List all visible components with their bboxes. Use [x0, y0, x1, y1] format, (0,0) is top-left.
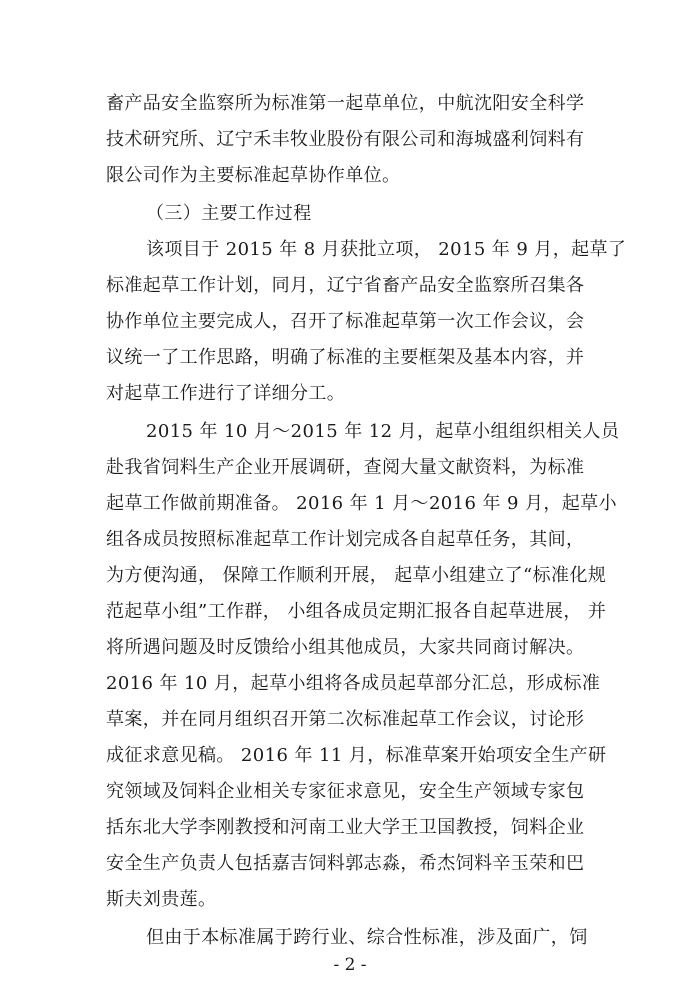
text-line: 对起草工作进行了详细分工。	[106, 383, 346, 404]
text-line: 畜产品安全监察所为标准第一起草单位，中航沈阳安全科学	[106, 93, 585, 114]
text-line: 限公司作为主要标准起草协作单位。	[106, 165, 401, 186]
text-line: 技术研究所、辽宁禾丰牧业股份有限公司和海城盛利饲料有	[106, 129, 585, 150]
text-line: 究领域及饲料企业相关专家征求意见，安全生产领域专家包	[106, 781, 585, 802]
text-line: 协作单位主要完成人，召开了标准起草第一次工作会议，会	[106, 311, 585, 332]
text-line: 成征求意见稿。 2016 年 11 月，标准草案开始项安全生产研	[106, 745, 607, 766]
text-line: 括东北大学李刚教授和河南工业大学王卫国教授，饲料企业	[106, 817, 585, 838]
text-line: 2015 年 10 月～2015 年 12 月，起草小组组织相关人员	[146, 421, 620, 442]
text-line: 为方便沟通， 保障工作顺利开展， 起草小组建立了“标准化规	[106, 565, 607, 586]
text-line: 斯夫刘贵莲。	[106, 889, 217, 910]
text-line: 组各成员按照标准起草工作计划完成各自起草任务，其间，	[106, 529, 585, 550]
text-line: 草案，并在同月组织召开第二次标准起草工作会议，讨论形	[106, 709, 585, 730]
text-line: 起草工作做前期准备。 2016 年 1 月～2016 年 9 月，起草小	[106, 493, 617, 514]
page-number: - 2 -	[333, 955, 367, 975]
text-line: 该项目于 2015 年 8 月获批立项， 2015 年 9 月，起草了	[146, 239, 627, 260]
text-line: 将所遇问题及时反馈给小组其他成员，大家共同商讨解决。	[106, 637, 585, 658]
text-line: 但由于本标准属于跨行业、综合性标准，涉及面广，饲	[146, 927, 588, 948]
text-line: 赴我省饲料生产企业开展调研，查阅大量文献资料，为标准	[106, 457, 585, 478]
text-line: 安全生产负责人包括嘉吉饲料郭志淼，希杰饲料辛玉荣和巴	[106, 853, 585, 874]
text-line: 范起草小组”工作群， 小组各成员定期汇报各自起草进展， 并	[106, 601, 607, 622]
section-heading: （三）主要工作过程	[146, 203, 312, 224]
text-line: 标准起草工作计划，同月，辽宁省畜产品安全监察所召集各	[106, 275, 585, 296]
text-line: 2016 年 10 月，起草小组将各成员起草部分汇总，形成标准	[106, 673, 601, 694]
text-line: 议统一了工作思路，明确了标准的主要框架及基本内容，并	[106, 347, 585, 368]
